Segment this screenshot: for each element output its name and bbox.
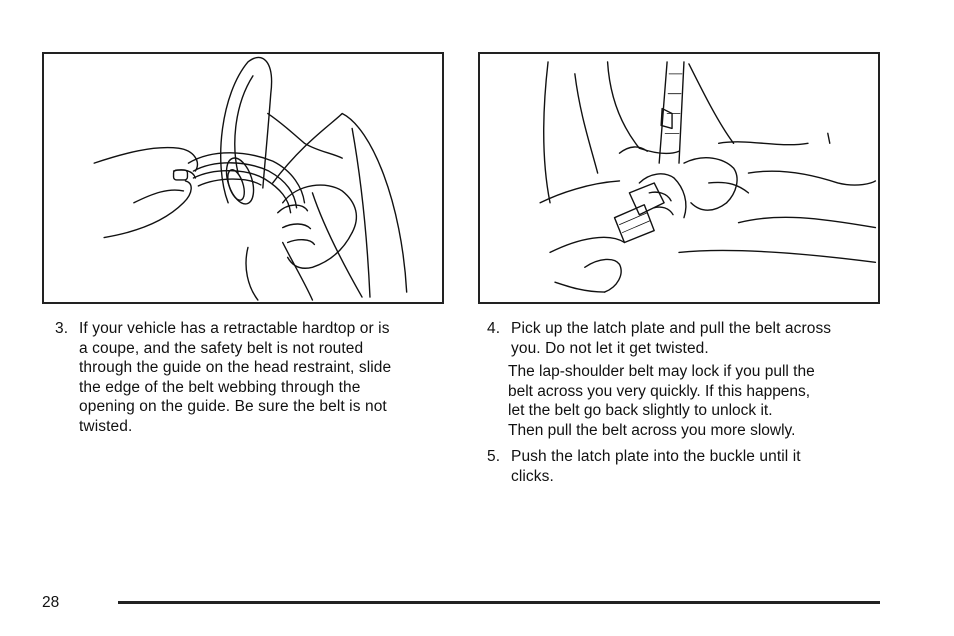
step-line: opening on the guide. Be sure the belt is not xyxy=(79,398,387,415)
step-line: a coupe, and the safety belt is not routed xyxy=(79,339,364,357)
note-line: The lap-shoulder belt may lock if you pull the xyxy=(508,363,815,380)
step-line: through the guide on the head restraint, slide xyxy=(79,359,392,376)
page-number: 28 xyxy=(42,594,60,611)
note-line: Then pull the belt across you more slowly. xyxy=(508,421,796,439)
step-text xyxy=(79,319,391,436)
latch-plate-drawing xyxy=(480,54,878,302)
lock-note xyxy=(508,362,888,440)
step-text xyxy=(511,447,801,486)
step-number: 3. xyxy=(55,320,69,337)
step-number: 5. xyxy=(487,448,501,465)
step-line: you. Do not let it get twisted. xyxy=(511,339,709,357)
latch-plate-illustration xyxy=(478,52,880,304)
step-text xyxy=(511,319,831,358)
step-line: Pick up the latch plate and pull the belt across xyxy=(511,320,832,337)
footer-rule xyxy=(118,601,880,604)
belt-guide-drawing xyxy=(44,54,442,302)
note-line: belt across you very quickly. If this happens, xyxy=(508,382,811,400)
step-number: 4. xyxy=(487,320,501,337)
step-line: the edge of the belt webbing through the xyxy=(79,378,361,396)
step-line: If your vehicle has a retractable hardtop or is xyxy=(79,320,390,337)
belt-guide-illustration xyxy=(42,52,444,304)
step-line: Push the latch plate into the buckle until it xyxy=(511,448,801,465)
step-line: clicks. xyxy=(511,467,554,485)
note-line: let the belt go back slightly to unlock it. xyxy=(508,402,773,419)
step-line: twisted. xyxy=(79,417,133,435)
